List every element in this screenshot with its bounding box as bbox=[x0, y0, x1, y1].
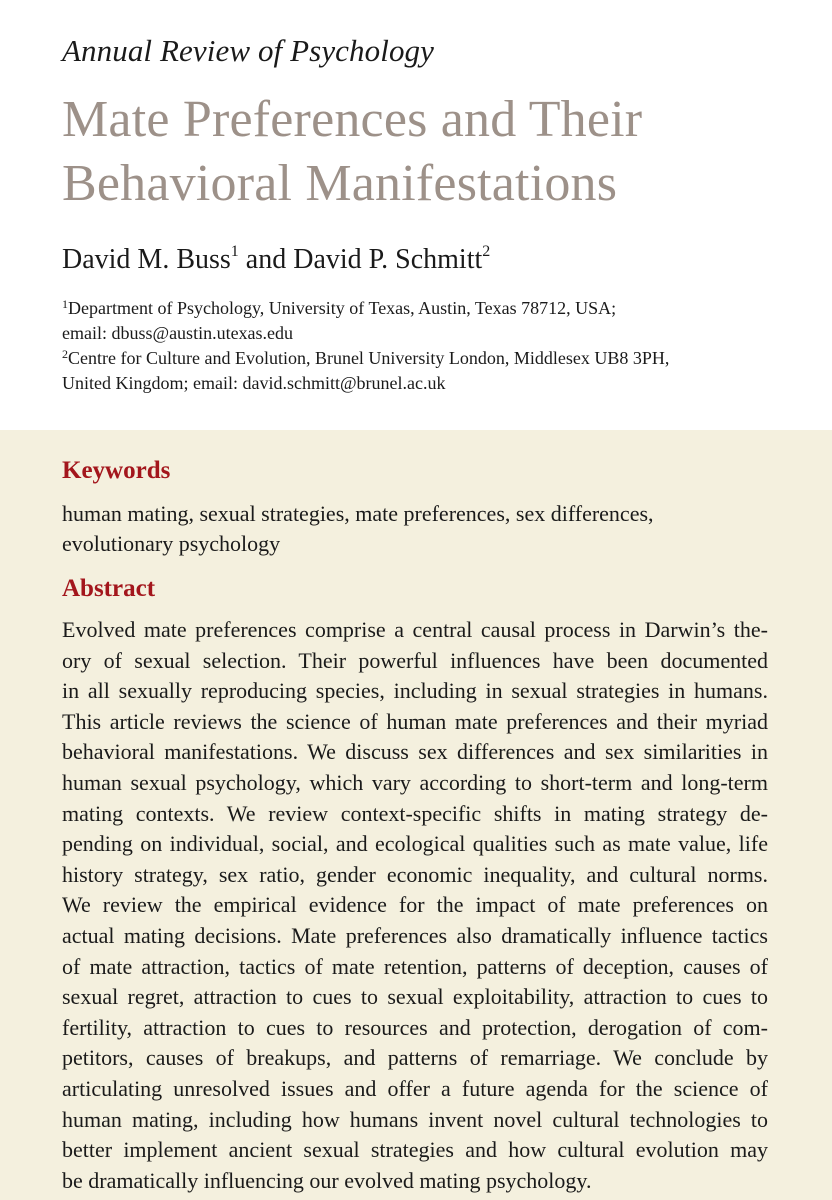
affiliation-2-line-1: Centre for Culture and Evolution, Brunel University London, Middlesex UB8 3PH, bbox=[68, 348, 670, 368]
keywords-abstract-panel bbox=[0, 430, 832, 1200]
keywords-list bbox=[62, 499, 762, 559]
keywords-line-1: human mating, sexual strategies, mate preferences, sex differences, bbox=[62, 501, 654, 526]
abstract-line: behavioral manifestations. We discuss sex differences and sex similarities in bbox=[62, 739, 768, 765]
abstract-line: in all sexually reproducing species, including in sexual strategies in humans. bbox=[62, 678, 768, 704]
abstract-line: human sexual psychology, which vary according to short-term and long-term bbox=[62, 769, 768, 795]
affiliation-2-line-2: United Kingdom; email: david.schmitt@brunel.ac.uk bbox=[62, 373, 446, 393]
affiliation-2 bbox=[62, 347, 782, 395]
title-line-2: Behavioral Manifestations bbox=[62, 155, 618, 212]
abstract-line: petitors, causes of breakups, and patterns of remarriage. We conclude by bbox=[62, 1045, 768, 1071]
author-conjunction: and bbox=[238, 244, 294, 275]
abstract-line: fertility, attraction to cues to resources and protection, derogation of com- bbox=[62, 1014, 768, 1040]
abstract-line: better implement ancient sexual strategies and how cultural evolution may bbox=[62, 1137, 768, 1163]
author-2-name: David P. Schmitt bbox=[293, 244, 483, 275]
abstract-line: history strategy, sex ratio, gender economic inequality, and cultural norms. bbox=[62, 861, 768, 887]
keywords-heading: Keywords bbox=[62, 457, 171, 484]
abstract-line: actual mating decisions. Mate preferences also dramatically influence tactics bbox=[62, 922, 768, 948]
affiliation-1-line-1: Department of Psychology, University of Texas, Austin, Texas 78712, USA; bbox=[68, 298, 617, 318]
author-2-affiliation-marker: 2 bbox=[482, 243, 491, 260]
abstract-line: We review the empirical evidence for the impact of mate preferences on bbox=[62, 892, 768, 918]
abstract-line: Evolved mate preferences comprise a central causal process in Darwin’s the- bbox=[62, 617, 768, 642]
affiliation-2-marker: 2 bbox=[62, 347, 68, 361]
abstract-heading: Abstract bbox=[62, 575, 156, 602]
abstract-line: articulating unresolved issues and offer a future agenda for the science of bbox=[62, 1075, 768, 1101]
article-title bbox=[62, 88, 812, 216]
abstract-line: be dramatically influencing our evolved mating psychology. bbox=[62, 1167, 592, 1193]
article-header bbox=[0, 0, 832, 430]
abstract-line: ory of sexual selection. Their powerful influences have been documented bbox=[62, 647, 768, 673]
journal-name: Annual Review of Psychology bbox=[62, 33, 435, 68]
title-line-1: Mate Preferences and Their bbox=[62, 91, 643, 148]
affiliation-1 bbox=[62, 297, 782, 345]
author-list bbox=[62, 244, 490, 276]
abstract-line: human mating, including how humans invent novel cultural technologies to bbox=[62, 1106, 768, 1132]
affiliation-1-line-2: email: dbuss@austin.utexas.edu bbox=[62, 323, 294, 343]
affiliation-1-marker: 1 bbox=[62, 297, 68, 311]
keywords-line-2: evolutionary psychology bbox=[62, 531, 281, 556]
abstract-line: This article reviews the science of human mate preferences and their myriad bbox=[62, 708, 768, 734]
abstract-text bbox=[62, 615, 768, 1196]
abstract-line: mating contexts. We review context-specific shifts in mating strategy de- bbox=[62, 800, 768, 826]
author-1-name: David M. Buss bbox=[62, 244, 231, 275]
abstract-line: pending on individual, social, and ecological qualities such as mate value, life bbox=[62, 831, 768, 857]
abstract-line: of mate attraction, tactics of mate retention, patterns of deception, causes of bbox=[62, 953, 768, 979]
author-1-affiliation-marker: 1 bbox=[230, 243, 239, 260]
abstract-line: sexual regret, attraction to cues to sexual exploitability, attraction to cues to bbox=[62, 984, 768, 1010]
